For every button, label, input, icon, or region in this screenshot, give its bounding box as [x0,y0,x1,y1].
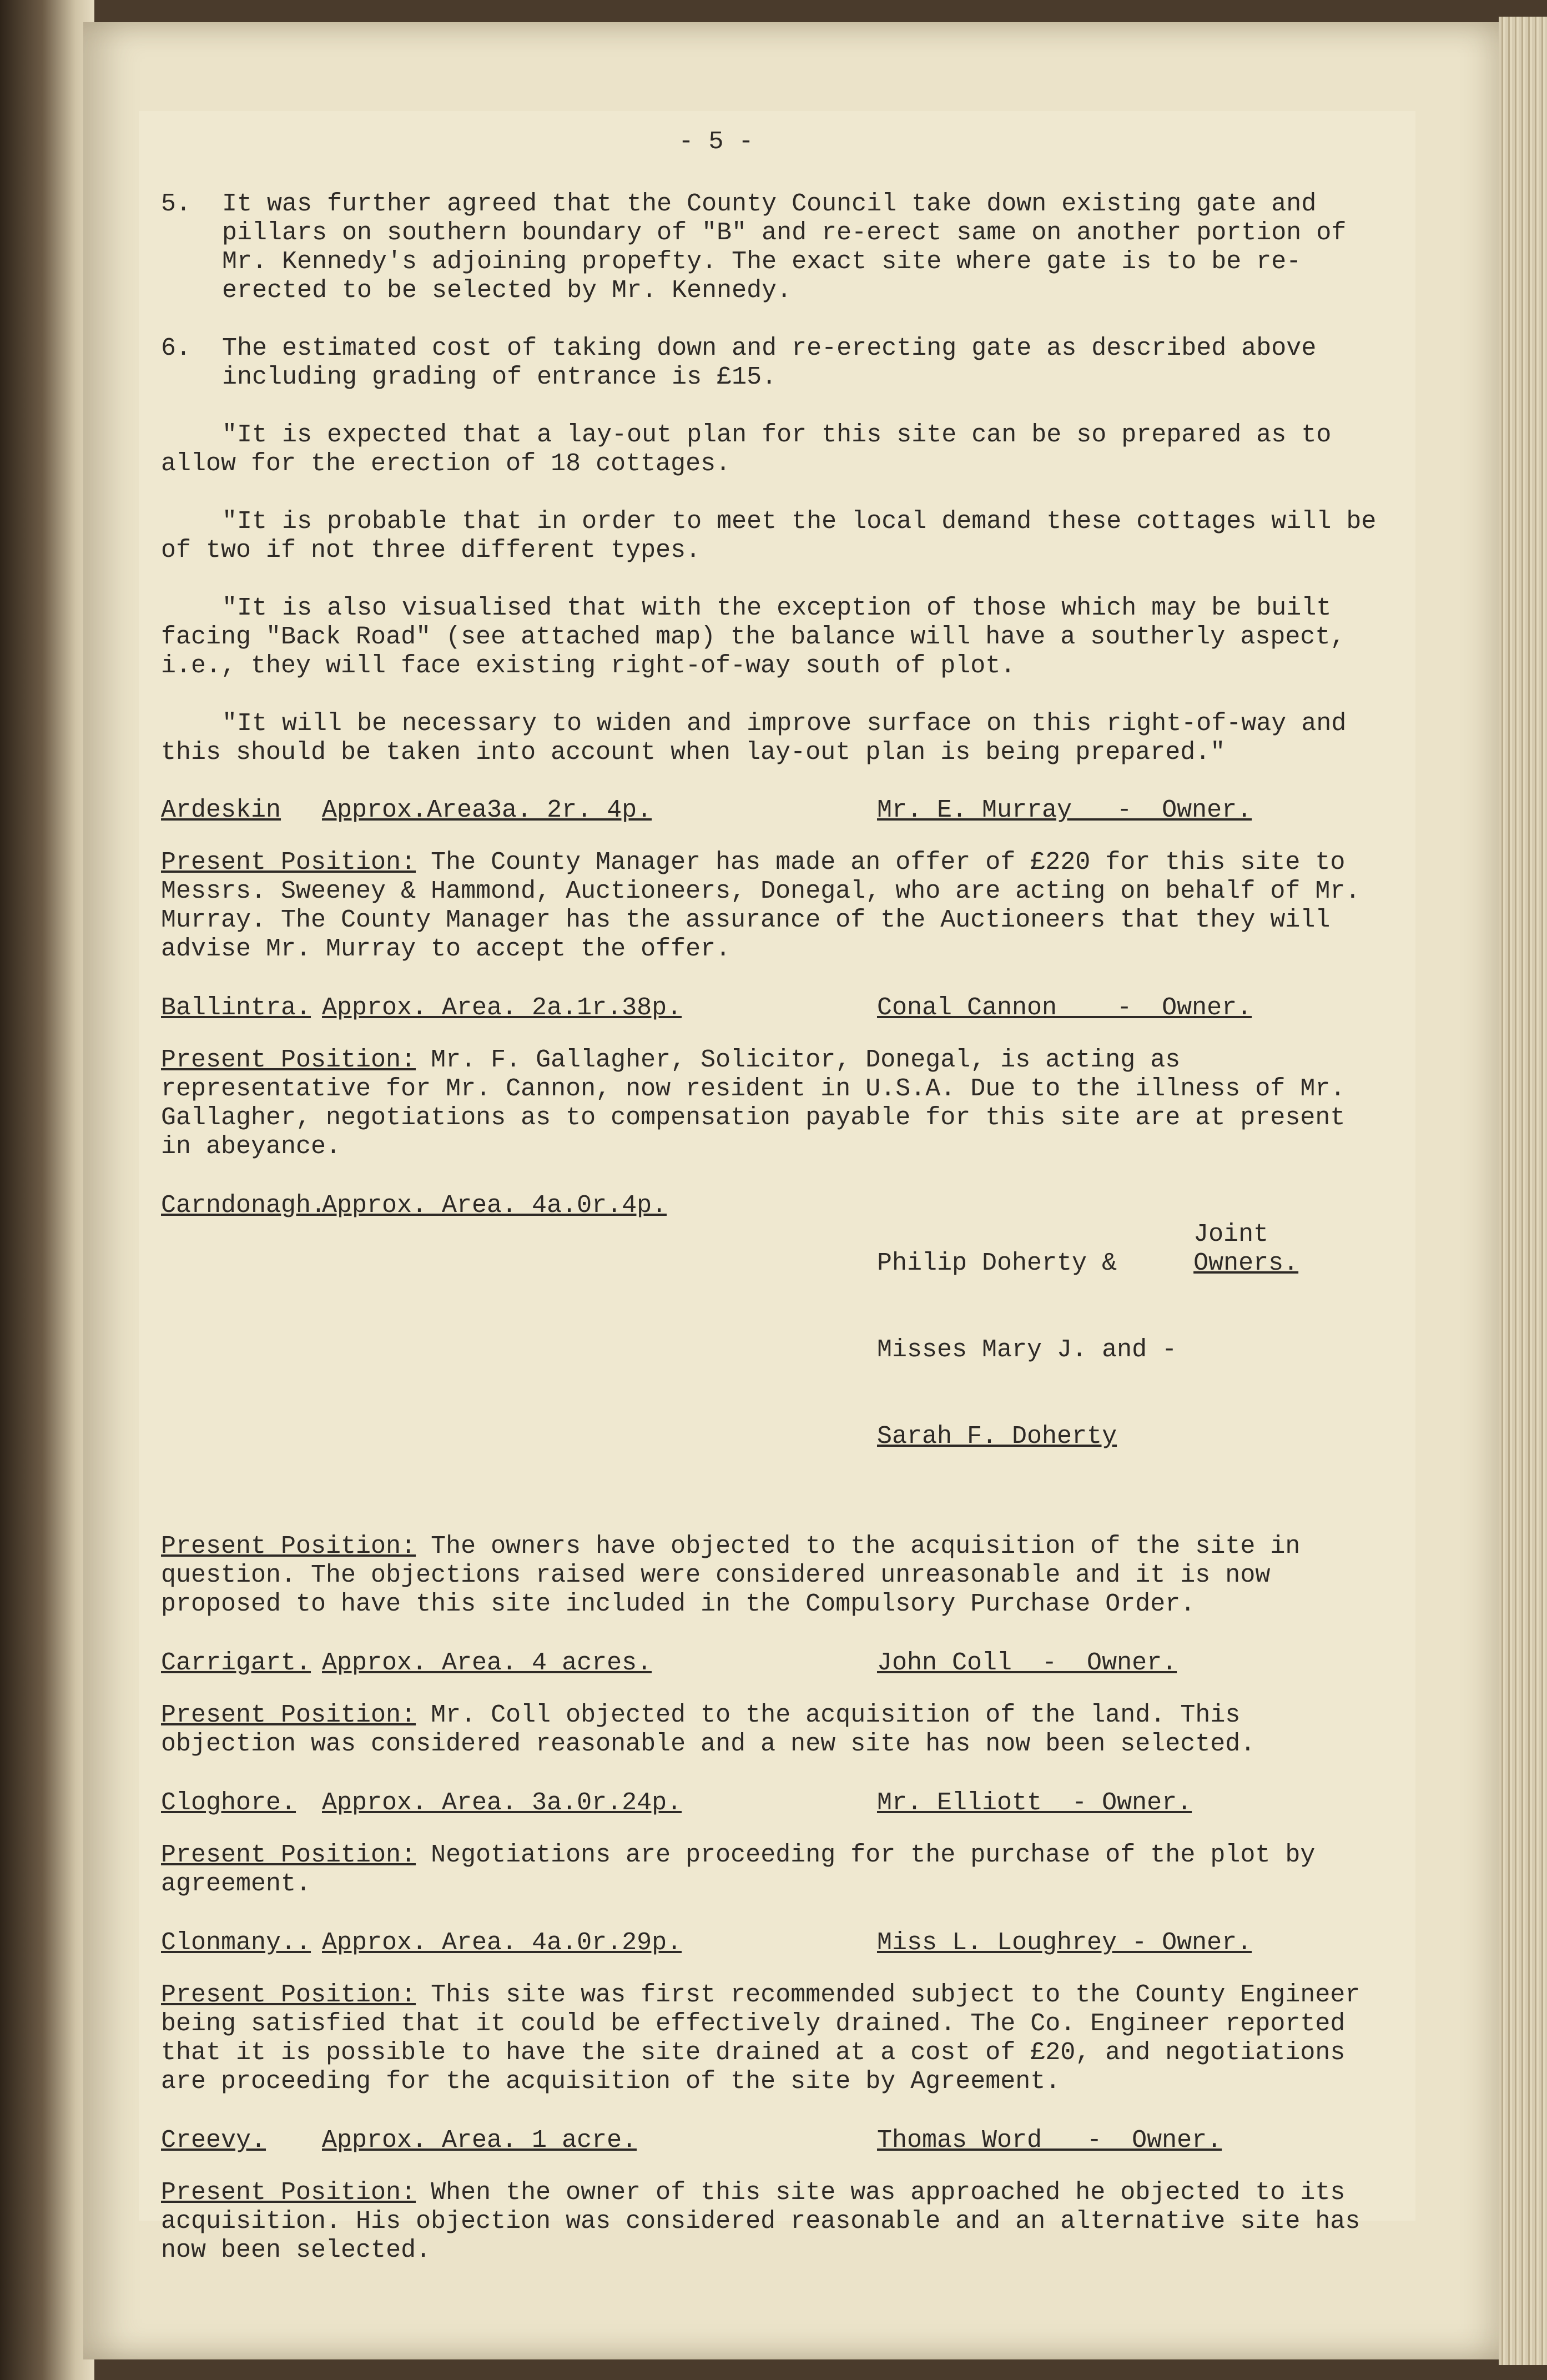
site-position [161,1701,1382,1759]
paragraph-number: 5. [161,190,192,218]
site-entry [161,1929,1382,2096]
site-area: Approx. Area. 1 acre. [322,2126,637,2155]
site-entry [161,1649,1382,1759]
site-header [161,1191,1382,1509]
site-header [161,1929,1382,1958]
site-owner: Mr. Elliott - Owner. [877,1789,1192,1817]
site-entry [161,2126,1382,2265]
paragraph-number: 6. [161,334,192,363]
site-header [161,796,1382,825]
site-header [161,2126,1382,2155]
quoted-paragraph: "It will be necessary to widen and improve surface on this right-of-way and this should be taken into account when lay-out plan is being prepared." [161,710,1347,767]
site-entry [161,1789,1382,1899]
site-area: Approx. Area. 4a.0r.4p. [322,1191,667,1220]
position-label: Present Position: [161,848,416,877]
site-name: Carndonagh. [161,1191,326,1220]
position-text: The owners have objected to the acquisition of the site in question. The objections raised were considered unreasonable and it is now proposed to have this site included in the Compulsory Purchase Order. [161,1532,1301,1618]
owner-line: Misses Mary J. and - [877,1336,1177,1364]
site-area: Approx. Area. 4 acres. [322,1649,652,1677]
joint-line [1193,1191,1298,1220]
site-position [161,1532,1382,1619]
site-name: Carrigart. [161,1649,311,1677]
page-edges [1499,17,1547,2365]
site-area: Approx.Area3a. 2r. 4p. [322,796,652,824]
site-header [161,1649,1382,1678]
document-body [161,128,1382,2295]
site-position [161,1841,1382,1899]
quoted-paragraph: "It is expected that a lay-out plan for this site can be so prepared as to allow for the erection of 18 cottages. [161,421,1332,478]
position-text: When the owner of this site was approached he objected to its acquisition. His objection was considered reasonable and an alternative site has now been selected. [161,2178,1360,2265]
owner-line: Sarah F. Doherty [877,1422,1117,1451]
numbered-paragraph [161,334,1382,392]
page-number: - 5 - [678,128,754,156]
site-area: Approx. Area. 4a.0r.29p. [322,1929,682,1957]
position-label: Present Position: [161,1701,416,1729]
site-entry [161,994,1382,1161]
site-owner: Thomas Word - Owner. [877,2126,1222,2155]
joint-line: Joint [1193,1220,1269,1249]
site-owner: Conal Cannon - Owner. [877,994,1252,1022]
site-name: Ardeskin [161,796,281,824]
site-owner: Mr. E. Murray - Owner. [877,796,1252,824]
position-text: Mr. Coll objected to the acquisition of the land. This objection was considered reasonable and a new site has now been selected. [161,1701,1256,1758]
site-area: Approx. Area. 2a.1r.38p. [322,994,682,1022]
site-entry [161,796,1382,964]
position-text: The County Manager has made an offer of £220 for this site to Messrs. Sweeney & Hammond, Auctioneers, Donegal, who are acting on behalf of Mr. Murray. The County Manager has the assurance of the Auctioneers that they will advise Mr. Murray to accept the offer. [161,848,1360,963]
quoted-paragraph: "It is probable that in order to meet the local demand these cottages will be of two if not three different types. [161,507,1377,565]
position-text: Mr. F. Gallagher, Solicitor, Donegal, is acting as representative for Mr. Cannon, now resident in U.S.A. Due to the illness of Mr. Gallagher, negotiations as to compensation payable for this site are at present in abeyance. [161,1046,1346,1161]
position-text: This site was first recommended subject to the County Engineer being satisfied that it could be effectively drained. The Co. Engineer reported that it is possible to have the site drained at a cost of £20, and negotiations are proceeding for the acquisition of the site by Agreement. [161,1981,1360,2096]
site-name: Clonmany.. [161,1929,311,1957]
position-label: Present Position: [161,1981,416,2009]
book-binding-left [0,0,94,2380]
site-position [161,848,1382,964]
position-label: Present Position: [161,1532,416,1561]
site-name: Cloghore. [161,1789,296,1817]
numbered-paragraph [161,190,1382,305]
position-label: Present Position: [161,1841,416,1869]
paragraph-text: The estimated cost of taking down and re-erecting gate as described above including grading of entrance is £15. [222,334,1317,391]
site-owner: Miss L. Loughrey - Owner. [877,1929,1252,1957]
quoted-paragraph: "It is also visualised that with the exception of those which may be built facing "Back Road" (see attached map) the balance will have a southerly aspect, i.e., they will face existing right-of-way south of plot. [161,594,1346,680]
site-header [161,994,1382,1023]
site-name: Creevy. [161,2126,266,2155]
site-position [161,2178,1382,2265]
site-owner [877,1191,1382,1509]
owner-line: Philip Doherty & [877,1249,1117,1277]
site-owner: John Coll - Owner. [877,1649,1177,1677]
paragraph-text: It was further agreed that the County Council take down existing gate and pillars on southern boundary of "B" and re-erect same on another portion of Mr. Kennedy's adjoining propefty. The exact site where gate is to be re-erected to be selected by Mr. Kennedy. [222,190,1347,305]
site-position [161,1046,1382,1161]
position-label: Present Position: [161,2178,416,2207]
site-entry [161,1191,1382,1619]
site-position [161,1981,1382,2096]
site-header [161,1789,1382,1818]
position-label: Present Position: [161,1046,416,1074]
site-name: Ballintra. [161,994,311,1022]
joint-line: Owners. [1193,1249,1299,1277]
site-area: Approx. Area. 3a.0r.24p. [322,1789,682,1817]
position-text: Negotiations are proceeding for the purchase of the plot by agreement. [161,1841,1316,1898]
